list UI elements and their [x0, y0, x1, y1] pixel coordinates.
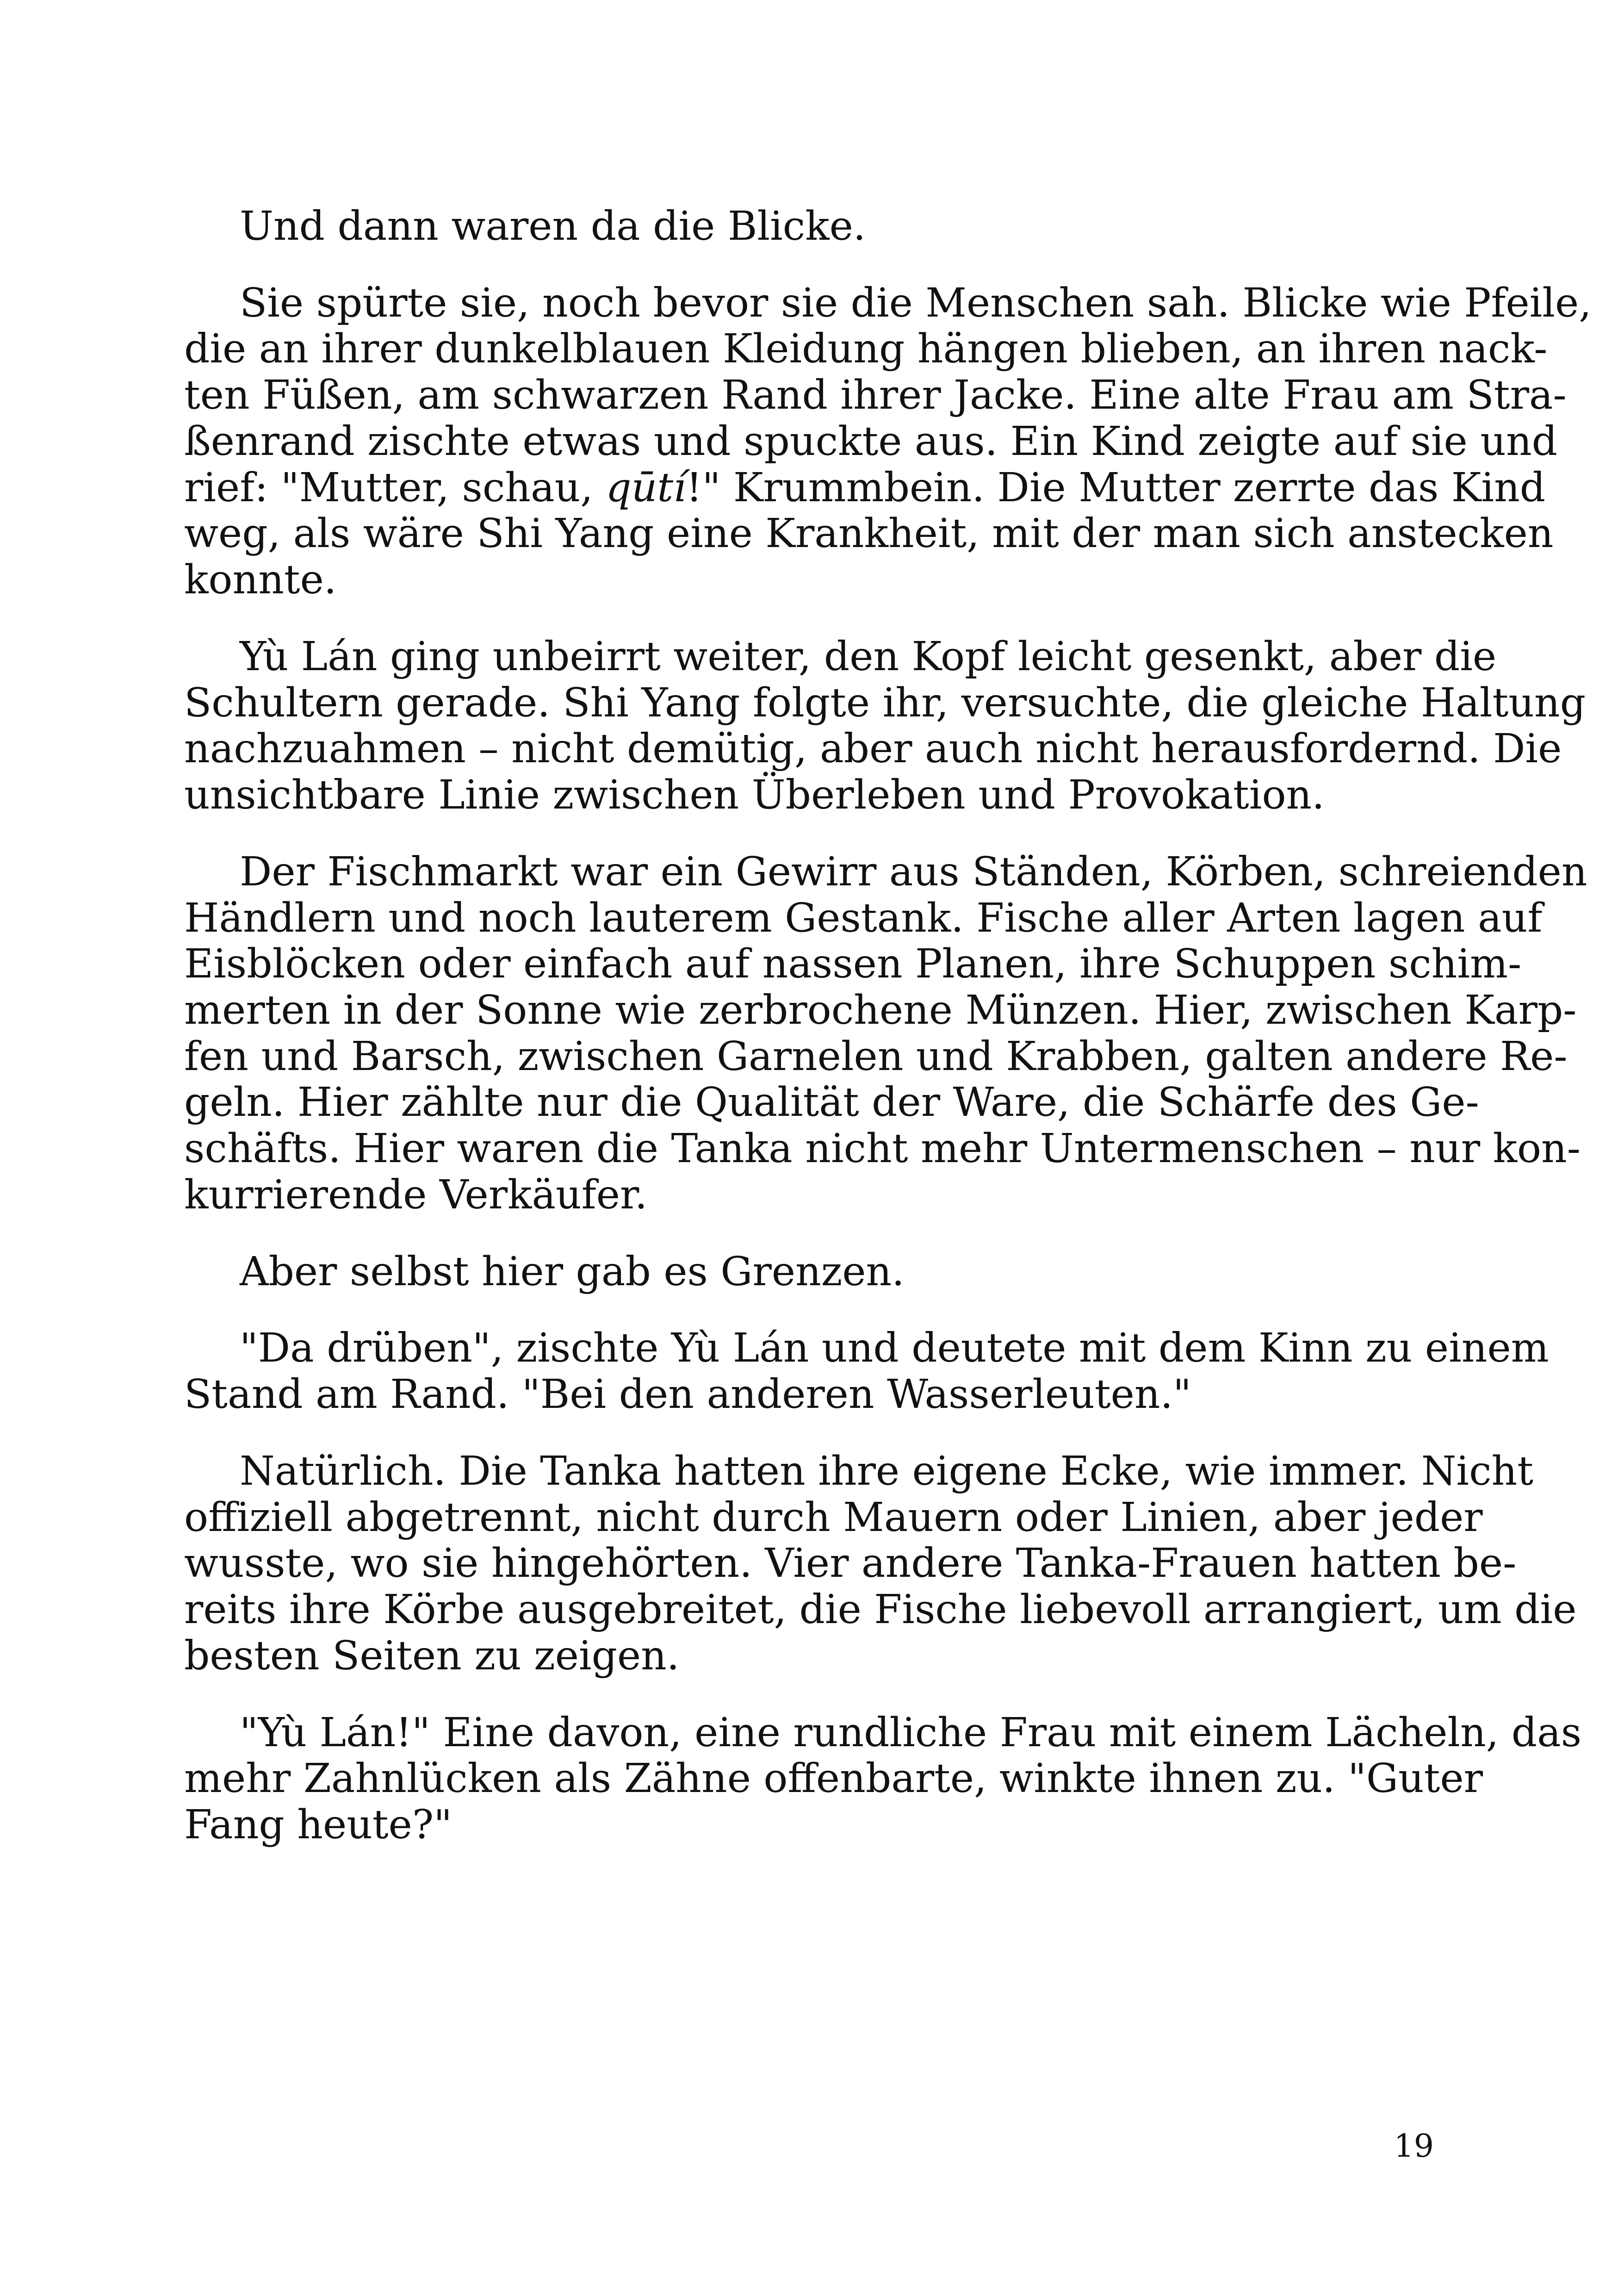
text-segment: rief: "Mutter, schau, — [184, 464, 606, 511]
text-line-with-term — [184, 464, 1546, 511]
paragraph-3 — [184, 633, 1586, 819]
text-line: kurrierende Verkäufer. — [184, 1171, 648, 1218]
text-line: fen und Barsch, zwischen Garnelen und Krabben, galten andere Re- — [184, 1033, 1568, 1080]
text-line: mehr Zahnlücken als Zähne offenbarte, winkte ihnen zu. "Guter — [184, 1755, 1483, 1802]
paragraph-8 — [184, 1709, 1582, 1848]
text-line: unsichtbare Linie zwischen Überleben und Provokation. — [184, 772, 1325, 819]
text-line: wusste, wo sie hingehörten. Vier andere Tanka-Frauen hatten be- — [184, 1540, 1517, 1587]
paragraph-6 — [184, 1325, 1549, 1418]
paragraph-7 — [184, 1448, 1577, 1680]
paragraph-1 — [184, 204, 1435, 250]
text-line: Natürlich. Die Tanka hatten ihre eigene Ecke, wie immer. Nicht — [240, 1448, 1534, 1494]
page-number: 19 — [1394, 2128, 1434, 2165]
text-segment: !" Krummbein. Die Mutter zerrte das Kind — [686, 464, 1546, 511]
text-line: konnte. — [184, 557, 337, 604]
text-line: "Yù Lán!" Eine davon, eine rundliche Frau mit einem Lächeln, das — [240, 1709, 1582, 1756]
text-line: schäfts. Hier waren die Tanka nicht mehr Untermenschen – nur kon- — [184, 1126, 1581, 1172]
text-line: offiziell abgetrennt, nicht durch Mauern oder Linien, aber jeder — [184, 1494, 1483, 1541]
paragraph-2 — [184, 280, 1592, 604]
text-line: Yù Lán ging unbeirrt weiter, den Kopf leicht gesenkt, aber die — [240, 633, 1497, 680]
text-line: besten Seiten zu zeigen. — [184, 1632, 680, 1679]
text-line: Eisblöcken oder einfach auf nassen Planen, ihre Schuppen schim- — [184, 941, 1522, 988]
text-line: Händlern und noch lauterem Gestank. Fische aller Arten lagen auf — [184, 895, 1543, 941]
paragraph-4 — [184, 848, 1587, 1219]
text-line: die an ihrer dunkelblauen Kleidung hängen blieben, an ihren nack- — [184, 326, 1548, 373]
body-text — [184, 203, 1592, 1879]
text-line: merten in der Sonne wie zerbrochene Münzen. Hier, zwischen Karp- — [184, 987, 1577, 1034]
text-line: nachzuahmen – nicht demütig, aber auch nicht herausfordernd. Die — [184, 726, 1562, 772]
text-line: Fang heute?" — [184, 1802, 453, 1848]
text-line: Schultern gerade. Shi Yang folgte ihr, versuchte, die gleiche Haltung — [184, 679, 1586, 726]
text-line: Sie spürte sie, noch bevor sie die Menschen sah. Blicke wie Pfeile, — [240, 280, 1592, 326]
text-line: ten Füßen, am schwarzen Rand ihrer Jacke. Eine alte Frau am Stra- — [184, 372, 1567, 419]
text-line: geln. Hier zählte nur die Qualität der Ware, die Schärfe des Ge- — [184, 1079, 1479, 1126]
italic-term: qūtí — [606, 464, 686, 511]
text-line: Aber selbst hier gab es Grenzen. — [240, 1248, 905, 1295]
text-line: "Da drüben", zischte Yù Lán und deutete mit dem Kinn zu einem — [240, 1325, 1549, 1372]
text-line: reits ihre Körbe ausgebreitet, die Fische liebevoll arrangiert, um die — [184, 1587, 1577, 1633]
text-line: Und dann waren da die Blicke. — [240, 203, 866, 249]
text-line: weg, als wäre Shi Yang eine Krankheit, mit der man sich anstecken — [184, 510, 1554, 557]
text-line: Stand am Rand. "Bei den anderen Wasserleuten." — [184, 1371, 1191, 1418]
paragraph-5 — [184, 1249, 1435, 1295]
text-line: Der Fischmarkt war ein Gewirr aus Ständen, Körben, schreienden — [240, 848, 1587, 895]
text-line: ßenrand zischte etwas und spuckte aus. Ein Kind zeigte auf sie und — [184, 418, 1558, 465]
